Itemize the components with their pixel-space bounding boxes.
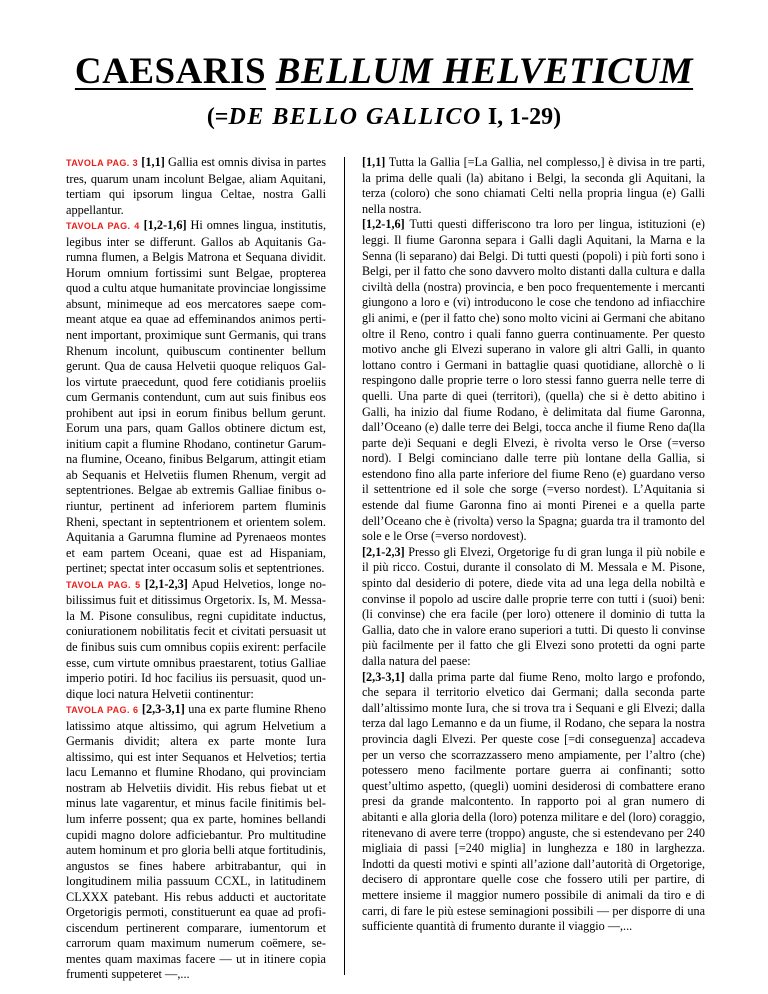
- italian-paragraph-2: [362, 217, 705, 544]
- latin-column: [66, 155, 326, 983]
- latin-paragraph-1: [66, 155, 326, 218]
- section-ref: [1,1]: [362, 155, 386, 169]
- title-author: CAESARIS: [74, 51, 267, 92]
- italian-column: [362, 155, 705, 935]
- subtitle-italic: DE BELLO GALLICO: [228, 104, 482, 130]
- latin-paragraph-4: [66, 702, 326, 983]
- latin-paragraph-3: [66, 577, 326, 702]
- italian-paragraph-3: [362, 545, 705, 670]
- tavola-link-3[interactable]: TAVOLA PAG. 3: [66, 158, 139, 168]
- latin-text: una ex parte flumine Rheno latissimo atque altissimo, qui agrum Helvetium a Germanis dividit; altera ex parte monte Iura altissimo, qui est inter Sequanos et Helvetios; tertia lacu Lemanno et flumine Rhodano, qui provinciam nostram ab Helvetiis dividit. His rebus fiebat ut et minus late vagarentur, et minus facile finitimis bellum inferre possent; qua ex parte, homines bellandi cupidi magno dolore adficiebantur. Pro multitudine autem hominum et pro gloria belli atque fortitudinis, angustos se fines habere arbitrabantur, qui in longitudinem milia passuum CCXL, in latitudinem CLXXX patebant. His rebus adducti et auctoritate Orgetorigis permoti, constituerunt ea quae ad proficiscendum pertinerent comparare, iumentorum et carrorum quam maximum numerum coëmere, sementes quam maximas facere — ut in itinere copia frumenti suppeteret —,...: [66, 702, 327, 982]
- italian-text: Tutta la Gallia [=La Gallia, nel complesso,] è divisa in tre parti, la prima delle quali (la) abitano i Belgi, la seconda gli Aquitani, la terza (coloro) che sono chiamati Celti nella propria lingua (e) Galli nella nostra.: [362, 155, 705, 216]
- italian-text: dalla prima parte dal fiume Reno, molto largo e profondo, che separa il territorio elvetico dai Germani; dalla seconda parte dall’altissimo monte Iura, che si trova tra i Sequani e gli Elvezi; dalla terza dal lago Lemanno e da un fiume, il Rodano, che separa la nostra provincia dagli Elvezi. Per queste cose [=di conseguenza] accadeva per un verso che scorrazzassero meno ampiamente, per l’altro (che) potessero meno facilmente portare guerra ai confinanti; sotto quest’ultimo aspetto, (quegli) uomini desiderosi di combattere erano presi da grande malcontento. In rapporto poi al gran numero di abitanti e alla gloria della (loro) potenza militare e del (loro) coraggio, ritenevano di avere terre (troppo) anguste, che si estendevano per 240 migliaia di passi [=240 miglia] in lunghezza e 180 in larghezza. Indotti da questi motivi e spinti all’azione dall’autorità di Orgetorige, decisero di approntare quelle cose che fossero utili per partire, di mettere insieme il maggior numero possibile di animali da tiro e di carri, di fare le più estese seminagioni possibili — per disporre di una sufficiente quantità di frumento durante il viaggio —,...: [362, 669, 705, 934]
- section-ref: [1,2-1,6]: [362, 217, 405, 232]
- subtitle-open: (=: [206, 104, 229, 130]
- page-title: [0, 50, 768, 94]
- italian-paragraph-1: [362, 155, 705, 217]
- tavola-link-4[interactable]: TAVOLA PAG. 4: [66, 221, 140, 232]
- section-ref: [1,2-1,6]: [143, 218, 187, 233]
- italian-text: Presso gli Elvezi, Orgetorige fu di gran lunga il più nobile e il più ricco. Costui, durante il consolato di M. Messala e M. Pisone, spinto dal desiderio di potere, diede vita ad una lega della nobiltà e convinse il popolo ad uscire dalle proprie terre con tutti i (suoi) beni: (li convinse) che era facile (per loro) ottenere il dominio di tutta la Gallia, dato che in valore erano superiori a tutti. Di questo li convinse più facilmente per il fatto che gli Elvezi sono protetti da ogni parte dalla natura del paese:: [362, 544, 705, 668]
- latin-text: Apud Helvetios, longe nobilissimus fuit et ditissimus Orgetorix. Is, M. Messala M. Pisone consulibus, regni cupiditate inductus, coniurationem nobilitatis fecit et civitati persuasit ut de finibus suis cum omnibus copiis exirent: perfacile esse, cum virtute omnibus praestarent, totius Galliae imperio potiri. Id hoc facilius iis persuasit, quod undique loci natura Helvetii continentur:: [66, 576, 326, 701]
- section-ref: [2,3-3,1]: [362, 669, 405, 684]
- section-ref: [2,1-2,3]: [362, 544, 405, 559]
- italian-paragraph-4: [362, 670, 705, 935]
- column-divider: [344, 157, 345, 975]
- section-ref: [2,1-2,3]: [144, 576, 188, 591]
- tavola-link-6[interactable]: TAVOLA PAG. 6: [66, 705, 139, 716]
- latin-text: Gallia est omnis divisa in partes tres, quarum unam incolunt Belgae, aliam Aquitani, tertiam qui ipsorum lingua Celtae, nostra Galli appellantur.: [66, 155, 327, 217]
- subtitle-rest: I, 1-29): [481, 104, 562, 130]
- title-work: BELLUM HELVETICUM: [275, 51, 694, 92]
- section-ref: [1,1]: [141, 155, 165, 169]
- latin-text: Hi omnes lingua, institutis, legibus inter se differunt. Gallos ab Aquitanis Garumna flumen, a Belgis Matrona et Sequana dividit. Horum omnium fortissimi sunt Belgae, propterea quod a cultu atque humanitate provinciae longissime absunt, minimeque ad eos mercatores saepe commeant atque ea quae ad effeminandos animos pertinent important, proximique sunt Germanis, qui trans Rhenum incolunt, quibuscum continenter bellum gerunt. Qua de causa Helvetii quoque reliquos Gallos virtute praecedunt, quod fere cotidianis proeliis cum Germanis contendunt, cum aut suis finibus eos prohibent aut ipsi in eorum finibus bellum gerunt. Eorum una pars, quam Gallos obtinere dictum est, initium capit a flumine Rhodano, continetur Garumna flumine, Oceano, finibus Belgarum, attingit etiam ab Sequanis et Helvetiis flumen Rhenum, vergit ad septentriones. Belgae ab extremis Galliae finibus oriuntur, pertinent ad inferiorem partem fluminis Rheni, spectant in septentrionem et orientem solem. Aquitania a Garumna flumine ad Pyrenaeos montes et eam partem Oceani, quae est ad Hispaniam, pertinet; spectat inter occasum solis et septentriones.: [66, 218, 327, 576]
- section-ref: [2,3-3,1]: [141, 702, 185, 717]
- italian-text: Tutti questi differiscono tra loro per lingua, istituzioni (e) leggi. Il fiume Garonna separa i Galli dagli Aquitani, la Marna e la Senna (li separano) dai Belgi. Di tutti questi (popoli) i più forti sono i Belgi, per il fatto che sono davvero molto distanti dalla cultura e dalla civiltà della (nostra) provincia, e ben poco frequentemente i mercanti giungono a loro e (vi) introducono le cose che tendono ad infiacchire gli animi, e (per il fatto che) sono molto vicini ai Germani che abitano oltre il Reno, contro i quali fanno guerra continuamente. Per questo motivo anche gli Elvezi superano in valore gli altri Galli, in quanto lottano contro i Germani in battaglie quasi quotidiane, allorchè o li respingono dalle proprie terre o loro stessi fanno guerra nelle terre di quelli. Una parte di quei (territori), (quella) che si è detto abitino i Galli, ha inizio dal fiume Rodano, è delimitata dal fiume Garonna, dall’Oceano (e) dalle terre dei Belgi, tocca anche il fiume Reno da(lla parte de)i Sequani e degli Elvezi, è rivolta verso le Orse (=verso nord). I Belgi cominciano dalle terre più lontane della Gallia, si estendono fino alla parte inferiore del fiume Reno (e) guardano verso il settentrione ed il sole che sorge (=verso nordest). L’Aquitania si estende dal fiume Garonna fino ai monti Pirenei e a quella parte dell’Oceano che è (rivolta) verso la Spagna; guarda tra il tramonto del sole e le Orse (=verso nordovest).: [362, 217, 705, 544]
- page-subtitle: [0, 102, 768, 132]
- latin-paragraph-2: [66, 218, 326, 577]
- tavola-link-5[interactable]: TAVOLA PAG. 5: [66, 579, 141, 590]
